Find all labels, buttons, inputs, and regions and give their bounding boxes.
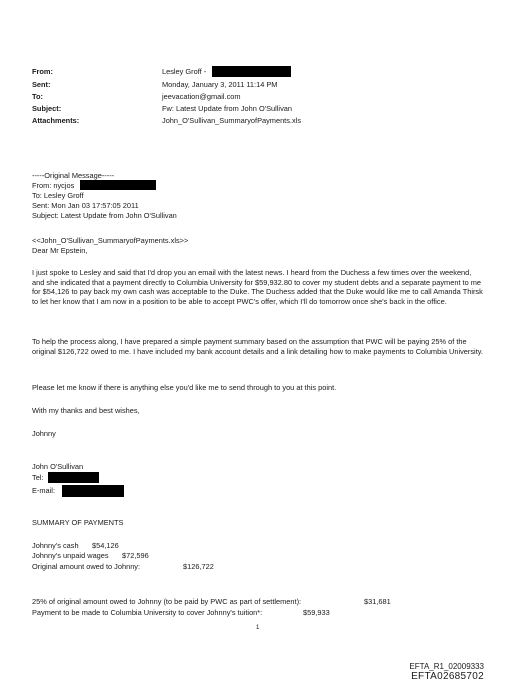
- to-label: To:: [32, 92, 43, 101]
- body-paragraph-2: [32, 337, 484, 356]
- redaction-box: [80, 180, 156, 190]
- paragraph-text: To help the process along, I have prepared a simple payment summary based on the assumption that PWC will be paying 25% of the original $126,722 owed to me. I have included my bank account details and a link detailing how to make payments to Columbia University.: [32, 337, 483, 356]
- original-from: From: nycjos: [32, 181, 75, 190]
- sign-name: Johnny: [32, 429, 56, 438]
- body-paragraph-1: [32, 268, 484, 306]
- original-subject: Subject: Latest Update from John O'Sullivan: [32, 211, 177, 220]
- columbia-value: $59,933: [303, 608, 330, 617]
- wages-value: $72,596: [122, 551, 149, 560]
- to-value: jeevacation@gmail.com: [162, 92, 241, 101]
- paragraph-text: Please let me know if there is anything else you'd like me to send through to you at this point.: [32, 383, 337, 392]
- pct-label: 25% of original amount owed to Johnny (to be paid by PWC as part of settlement):: [32, 597, 302, 606]
- footer-id-1: EFTA_R1_02009333: [409, 662, 484, 671]
- cash-label: Johnny's cash: [32, 541, 79, 550]
- from-label: From:: [32, 67, 53, 76]
- attachments-value: John_O'Sullivan_SummaryofPayments.xls: [162, 116, 302, 125]
- subject-label: Subject:: [32, 104, 62, 113]
- redaction-box: [212, 66, 291, 77]
- summary-title: SUMMARY OF PAYMENTS: [32, 518, 124, 527]
- subject-value: Fw: Latest Update from John O'Sullivan: [162, 104, 292, 113]
- signature-tel: Tel:: [32, 473, 44, 482]
- columbia-label: Payment to be made to Columbia University to cover Johnny's tuition*:: [32, 608, 263, 617]
- page-number: 1: [256, 625, 260, 631]
- sent-label: Sent:: [32, 80, 51, 89]
- original-to: To: Lesley Groff: [32, 191, 84, 200]
- pct-value: $31,681: [364, 597, 391, 606]
- sent-value: Monday, January 3, 2011 11:14 PM: [162, 80, 278, 89]
- from-value: Lesley Groff -: [162, 67, 207, 76]
- footer-id-2: EFTA02685702: [411, 671, 484, 682]
- attachments-label: Attachments:: [32, 116, 80, 125]
- original-sent: Sent: Mon Jan 03 17:57:05 2011: [32, 201, 139, 210]
- original-amount-label: Original amount owed to Johnny:: [32, 562, 141, 571]
- redaction-box: [62, 485, 124, 497]
- cash-value: $54,126: [92, 541, 119, 550]
- body-paragraph-3: [32, 383, 484, 393]
- original-message-divider: -----Original Message-----: [32, 171, 115, 180]
- signature-email: E-mail:: [32, 486, 55, 495]
- original-amount-value: $126,722: [183, 562, 214, 571]
- attachment-reference: <<John_O'Sullivan_SummaryofPayments.xls>>: [32, 236, 189, 245]
- redaction-box: [48, 472, 99, 483]
- salutation: Dear Mr Epstein,: [32, 246, 88, 255]
- closing: With my thanks and best wishes,: [32, 406, 140, 415]
- paragraph-text: I just spoke to Lesley and said that I'd drop you an email with the latest news. I heard from the Duchess a few times over the weekend, and she indicated that a payment directly to Columbia University for $59,932.80 to cover my student debts and a separate payment to me for $54,126 to pay back my own cash was acceptable to the Duke. The Duchess added that the Duke would like me to call Amanda Thirsk to let her know that I am now in a position to be able to accept PWC's offer, which I'll do tomorrow once she's back in the office.: [32, 268, 483, 306]
- signature-name: John O'Sullivan: [32, 462, 84, 471]
- wages-label: Johnny's unpaid wages: [32, 551, 109, 560]
